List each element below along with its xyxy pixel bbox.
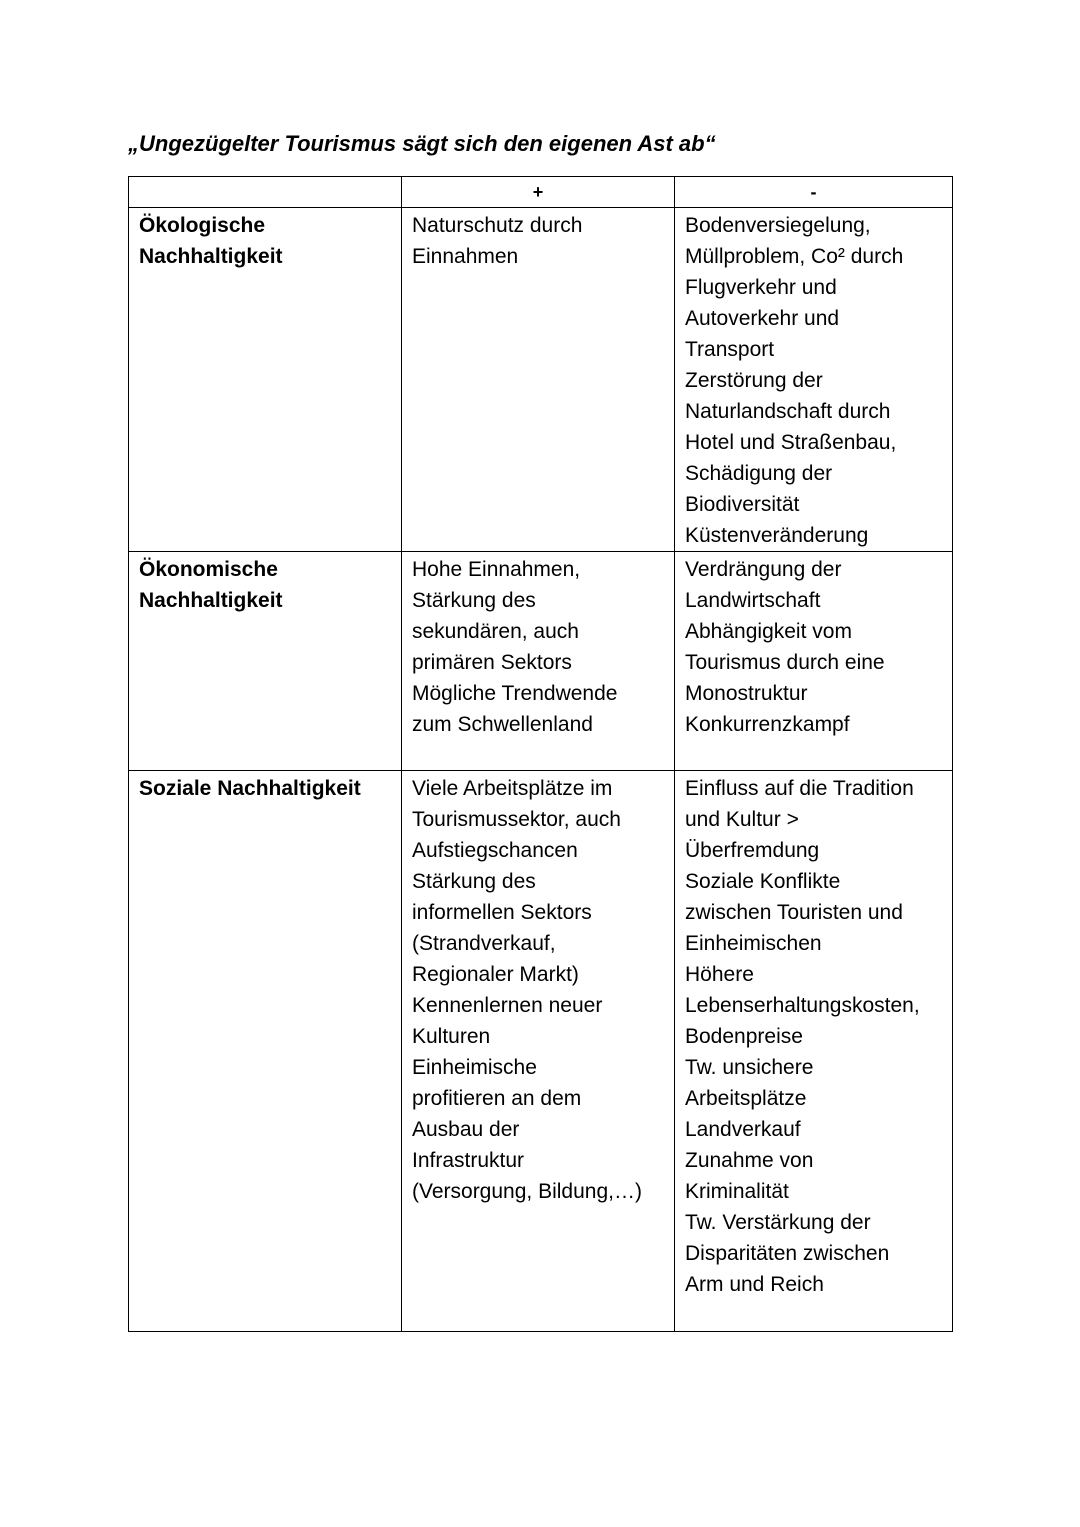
cell-line: Biodiversität: [685, 493, 800, 516]
cell-line: Ökologische: [139, 214, 266, 237]
minus-cell: [675, 771, 953, 1332]
cell-line: Nachhaltigkeit: [139, 589, 283, 612]
cell-line: Ausbau der: [412, 1118, 520, 1141]
header-minus-cell: -: [675, 177, 953, 208]
minus-cell: [675, 552, 953, 771]
cell-line: Naturlandschaft durch: [685, 400, 891, 423]
cell-line: Landverkauf: [685, 1118, 801, 1141]
cell-line: Tw. Verstärkung der: [685, 1211, 871, 1234]
dimension-cell: [129, 208, 402, 552]
cell-line: informellen Sektors: [412, 901, 592, 924]
cell-line: Mögliche Trendwende: [412, 682, 618, 705]
dimension-cell: [129, 771, 402, 1332]
minus-cell: [675, 208, 953, 552]
cell-line: profitieren an dem: [412, 1087, 582, 1110]
cell-line: Nachhaltigkeit: [139, 245, 283, 268]
cell-line: Naturschutz durch: [412, 214, 583, 237]
cell-line: Soziale Nachhaltigkeit: [139, 777, 361, 800]
table-row-social: [129, 771, 953, 1332]
cell-line: Transport: [685, 338, 775, 361]
cell-line: Regionaler Markt): [412, 963, 579, 986]
table-row-ecological: [129, 208, 953, 552]
header-empty-cell: [129, 177, 402, 208]
cell-line: Monostruktur: [685, 682, 808, 705]
plus-cell: [402, 552, 675, 771]
cell-line: Ökonomische: [139, 558, 278, 581]
cell-line: Verdrängung der: [685, 558, 842, 581]
cell-line: Hohe Einnahmen,: [412, 558, 581, 581]
cell-line: Infrastruktur: [412, 1149, 525, 1172]
document-title: „Ungezügelter Tourismus sägt sich den eigenen Ast ab“: [128, 131, 716, 156]
cell-line: Einheimische: [412, 1056, 537, 1079]
cell-line: Bodenversiegelung,: [685, 214, 871, 237]
cell-line: Arbeitsplätze: [685, 1087, 807, 1110]
cell-line: primären Sektors: [412, 651, 572, 674]
cell-line: Aufstiegschancen: [412, 839, 578, 862]
header-plus-cell: +: [402, 177, 675, 208]
cell-line: Einfluss auf die Tradition: [685, 777, 914, 800]
cell-line: Küstenveränderung: [685, 524, 869, 547]
cell-line: Zunahme von: [685, 1149, 814, 1172]
plus-cell: [402, 208, 675, 552]
cell-line: Kriminalität: [685, 1180, 789, 1203]
cell-line: Hotel und Straßenbau,: [685, 431, 897, 454]
cell-line: Lebenserhaltungskosten,: [685, 994, 920, 1017]
cell-line: Abhängigkeit vom: [685, 620, 852, 643]
cell-line: Kennenlernen neuer: [412, 994, 603, 1017]
sustainability-table: [128, 176, 953, 1332]
cell-line: Arm und Reich: [685, 1273, 824, 1296]
cell-line: Soziale Konflikte: [685, 870, 841, 893]
plus-cell: [402, 771, 675, 1332]
cell-line: Konkurrenzkampf: [685, 713, 850, 736]
cell-line: sekundären, auch: [412, 620, 579, 643]
cell-line: Landwirtschaft: [685, 589, 821, 612]
cell-line: Tourismus durch eine: [685, 651, 885, 674]
cell-line: Tw. unsichere: [685, 1056, 814, 1079]
cell-line: Flugverkehr und: [685, 276, 837, 299]
cell-line: Überfremdung: [685, 839, 820, 862]
table-row-economic: [129, 552, 953, 771]
cell-line: und Kultur >: [685, 808, 799, 831]
cell-line: (Strandverkauf,: [412, 932, 556, 955]
cell-line: Autoverkehr und: [685, 307, 840, 330]
cell-line: Zerstörung der: [685, 369, 823, 392]
cell-line: Bodenpreise: [685, 1025, 803, 1048]
cell-line: (Versorgung, Bildung,…): [412, 1180, 642, 1203]
table-header-row: [129, 177, 953, 208]
cell-line: Einnahmen: [412, 245, 519, 268]
cell-line: Stärkung des: [412, 589, 536, 612]
cell-line: zwischen Touristen und: [685, 901, 903, 924]
cell-line: Stärkung des: [412, 870, 536, 893]
cell-line: Viele Arbeitsplätze im: [412, 777, 613, 800]
cell-line: Kulturen: [412, 1025, 491, 1048]
cell-line: Höhere: [685, 963, 754, 986]
dimension-cell: [129, 552, 402, 771]
cell-line: zum Schwellenland: [412, 713, 593, 736]
cell-line: Disparitäten zwischen: [685, 1242, 890, 1265]
cell-line: Einheimischen: [685, 932, 822, 955]
cell-line: Müllproblem, Co² durch: [685, 245, 904, 268]
cell-line: Tourismussektor, auch: [412, 808, 621, 831]
cell-line: Schädigung der: [685, 462, 833, 485]
